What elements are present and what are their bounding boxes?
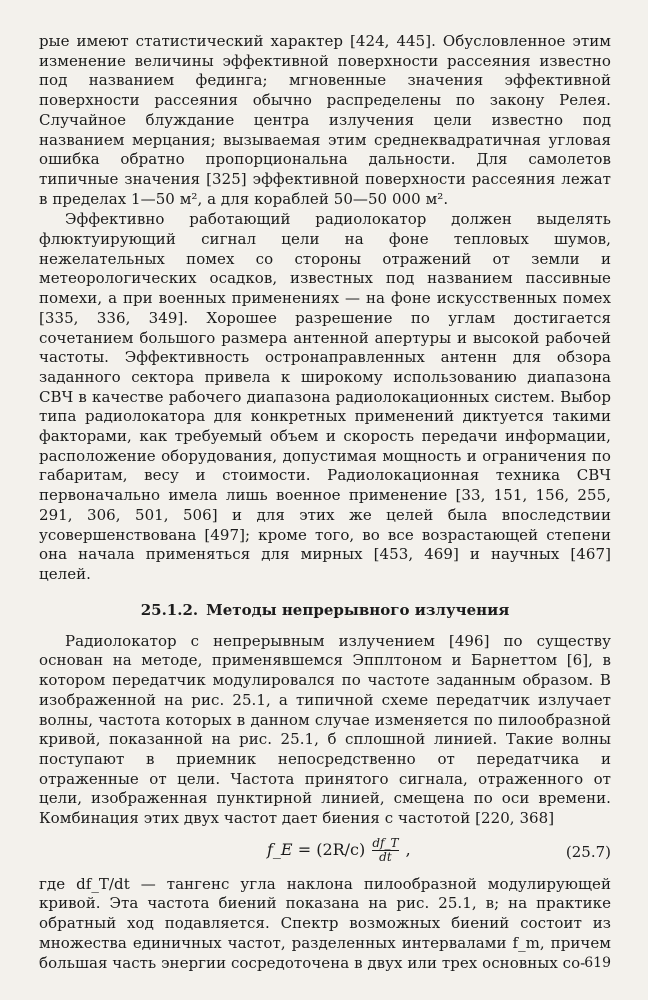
section-number: 25.1.2. (140, 600, 199, 619)
section-heading (39, 600, 611, 620)
page-number: 619 (584, 955, 611, 971)
formula-denominator: dt (372, 850, 398, 864)
formula-lhs: f_E (267, 839, 293, 859)
beat-frequency-formula (267, 837, 411, 864)
paragraph-fading: рые имеют статистический характер [424, 445]. Обусловленное этим изменение величины эффективной поверхности рассеяния известно под названием фединга; мгновенные значения эффективной поверхности рассеяния обычно распределены по закону Релея. Случайное блуждание центра излучения цели известно под названием мерцания; вызываемая этим среднеквадратичная угловая ошибка обратно пропорциональна дальности. Для самолетов типичные значения [325] эффективной поверхности рассеяния лежат в пределах 1—50 м², а для кораблей 50—50 000 м². (39, 32, 611, 208)
section-title: Методы непрерывного излучения (206, 600, 510, 619)
paragraph-radar-requirements: Эффективно работающий радиолокатор должен выделять флюктуирующий сигнал цели на фоне тепловых шумов, нежелательных помех со стороны отражений от земли и метеорологических осадков, известных под названием пассивные помехи, а при военных применениях — на фоне искусственных помех [335, 336, 349]. Хорошее разрешение по углам достигается сочетанием большого размера антенной апертуры и высокой рабочей частоты. Эффективность остронаправленных антенн для обзора заданного сектора привела к широкому использованию диапазона СВЧ в качестве рабочего диапазона радиолокационных систем. Выбор типа радиолокатора для конкретных применений диктуется такими факторами, как требуемый объем и скорость передачи информации, расположение оборудования, допустимая мощность и ограничения по габаритам, весу и стоимости. Радиолокационная техника СВЧ первоначально имела лишь военное применение [33, 151, 156, 255, 291, 306, 501, 506] и для этих же целей была впоследствии усовершенствована [497]; кроме того, во все возрастающей степени она начала применяться для мирных [453, 469] и научных [467] целей. (39, 210, 611, 583)
formula-fraction (372, 837, 398, 864)
equation-number: (25.7) (565, 842, 611, 861)
paragraph-continuous-wave: Радиолокатор с непрерывным излучением [496] по существу основан на методе, применявшемся Эпплтоном и Барнеттом [6], в котором передатчик модулировался по частоте заданным образом. В изображенной на рис. 25.1, а типичной схеме передатчик излучает волны, частота которых в данном случае изменяется по пилообразной кривой, показанной на рис. 25.1, б сплошной линией. Такие волны поступают в приемник непосредственно от передатчика и отраженные от цели. Частота принятого сигнала, отраженного от цели, изображенная пунктирной линией, смещена по оси времени. Комбинация этих двух частот дает биения с частотой [220, 368] (39, 631, 611, 828)
equation-25-7 (39, 831, 611, 871)
formula-numerator: df_T (372, 835, 399, 850)
document-page (39, 32, 611, 982)
formula-suffix: , (405, 839, 411, 859)
paragraph-beat-spectrum: где df_T/dt — тангенс угла наклона пилообразной модулирующей кривой. Эта частота биений показана на рис. 25.1, в; на практике обратный ход подавляется. Спектр возможных биений состоит из множества единичных частот, разделенных интервалами f_m, причем большая часть энергии сосредоточена в двух или трех основных со- (39, 874, 611, 972)
formula-rhs-prefix: = (2R/c) (297, 839, 366, 859)
